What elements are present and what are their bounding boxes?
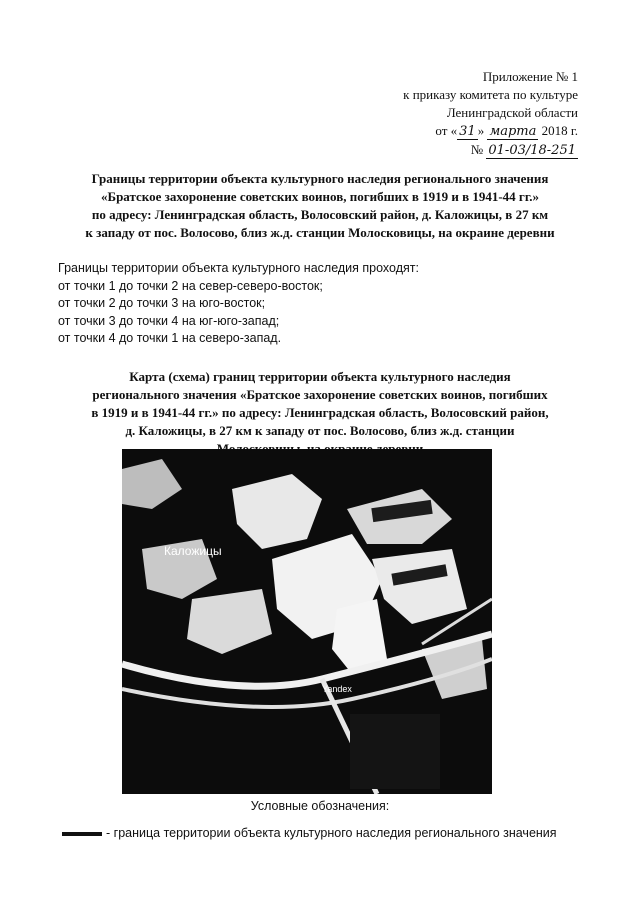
appendix-date [318, 122, 578, 141]
legend-item [62, 826, 622, 840]
appendix-line: Приложение № 1 [482, 69, 578, 84]
date-month: марта [489, 124, 537, 139]
boundary-line-symbol [62, 832, 102, 836]
date-mid: » [477, 123, 485, 138]
appendix-line: Ленинградской области [446, 105, 578, 120]
title-line: к западу от пос. Волосово, близ ж.д. станции Молосковицы, на окраине деревни [85, 225, 555, 240]
appendix-number [318, 141, 578, 160]
field-dark [350, 714, 440, 789]
map-image [122, 449, 492, 794]
appendix-block [318, 68, 578, 160]
map-watermark: Yandex [322, 684, 352, 694]
number-prefix: № [470, 142, 484, 157]
date-day: 31 [459, 124, 476, 139]
date-prefix: от « [435, 123, 458, 138]
title-line: Границы территории объекта культурного наследия регионального значения [91, 171, 549, 186]
description-item: от точки 3 до точки 4 на юг-юго-запад; [58, 313, 280, 328]
boundary-description [58, 260, 598, 348]
satellite-map [122, 449, 492, 794]
date-year: 2018 г. [541, 123, 578, 138]
document-title [40, 170, 600, 242]
description-item: от точки 1 до точки 2 на север-северо-восток; [58, 278, 323, 293]
legend-item-label: - граница территории объекта культурного наследия регионального значения [106, 826, 557, 840]
map-title-line: д. Каложицы, в 27 км к западу от пос. Волосово, близ ж.д. станции [125, 423, 515, 438]
appendix-line: к приказу комитета по культуре [403, 87, 578, 102]
title-line: «Братское захоронение советских воинов, погибших в 1919 и в 1941-44 гг.» [100, 189, 540, 204]
map-title-line: Карта (схема) границ территории объекта культурного наследия [129, 369, 511, 384]
number-value: 01-03/18-251 [488, 143, 576, 158]
map-title-line: регионального значения «Братское захоронение советских воинов, погибших [92, 387, 548, 402]
map-title-line: в 1919 и в 1941-44 гг.» по адресу: Ленинградская область, Волосовский район, [91, 405, 549, 420]
village-label: Каложицы [164, 544, 222, 558]
description-intro: Границы территории объекта культурного наследия проходят: [58, 261, 419, 275]
description-item: от точки 2 до точки 3 на юго-восток; [58, 296, 266, 310]
title-line: по адресу: Ленинградская область, Волосовский район, д. Каложицы, в 27 км [91, 207, 549, 222]
description-item: от точки 4 до точки 1 на северо-запад. [58, 331, 282, 345]
map-title [40, 368, 600, 458]
legend-title: Условные обозначения: [250, 799, 390, 813]
